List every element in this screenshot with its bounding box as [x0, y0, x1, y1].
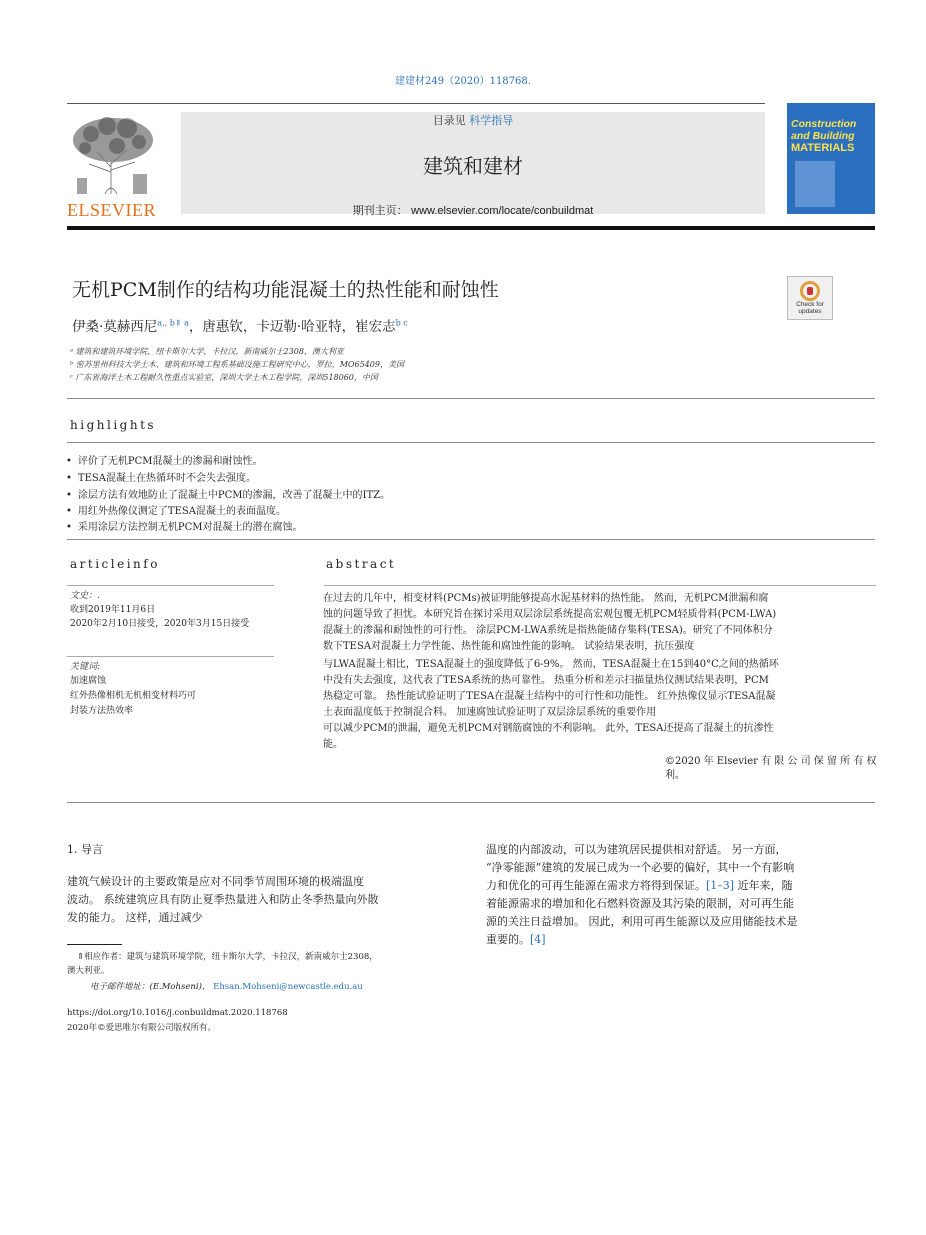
check-updates-icon — [800, 281, 820, 301]
elsevier-logo — [67, 112, 159, 220]
author-affil-marker[interactable]: a,, b⇑ a — [157, 318, 189, 328]
affiliation: ᵇ 密苏里州科技大学土木、建筑和环境工程系基础设施工程研究中心，罗拉，MO65409，美国 — [70, 360, 404, 369]
history-received: 收到2019年11月6日 — [70, 605, 156, 615]
article-info-heading: articleinfo — [70, 557, 160, 571]
keyword: 加速腐蚀 — [70, 676, 107, 686]
divider — [324, 585, 876, 586]
body-line: 着能源需求的增加和化石燃料资源及其污染的限制，对可再生能 — [486, 897, 794, 910]
highlights-heading: highlights — [70, 418, 157, 432]
body-line — [486, 877, 793, 893]
corresponding-author-note: ⇑相应作者：建筑与建筑环境学院，纽卡斯尔大学，卡拉汉，新南威尔士2308， — [77, 952, 378, 962]
homepage-url[interactable]: www.elsevier.com/locate/conbuildmat — [411, 205, 594, 217]
publisher-wordmark: ELSEVIER — [67, 200, 156, 220]
doi-link[interactable]: https://doi.org/10.1016/j.conbuildmat.2020.118768 — [67, 1008, 288, 1018]
affiliation: ᶜ 广东省海洋土木工程耐久性重点实验室，深圳大学土木工程学院，深圳518060，中国 — [70, 373, 378, 382]
body-line: 发的能力。 这样，通过减少 — [67, 911, 203, 924]
keywords-label: 关键词: — [70, 662, 101, 672]
highlight-item: • 采用涂层方法控制无机PCM对混凝土的潜在腐蚀。 — [66, 518, 303, 533]
cover-title-line: Construction — [791, 118, 857, 130]
abstract-line: 可以减少PCM的泄漏，避免无机PCM对钢筋腐蚀的不利影响。 此外，TESA还提高了混凝土的抗渗性 — [323, 723, 774, 734]
toc-line — [181, 112, 765, 128]
cover-title — [791, 118, 873, 154]
journal-name: 建筑和建材 — [423, 154, 523, 178]
corresponding-author-note: 澳大利亚。 — [67, 966, 110, 976]
keyword: 红外热像相机无机相变材料巧可 — [70, 691, 197, 701]
footnote-divider — [67, 944, 122, 945]
cover-image — [795, 161, 835, 207]
body-line: 源的关注日益增加。 因此，利用可再生能源以及应用储能技术是 — [486, 915, 798, 928]
author-list — [72, 315, 408, 335]
reference-link[interactable]: [1–3] — [706, 879, 735, 892]
cover-title-line: and Building — [791, 130, 855, 142]
divider — [67, 226, 875, 230]
highlight-item: • 涂层方法有效地防止了混凝土中PCM的渗漏，改善了混凝土中的ITZ。 — [66, 486, 390, 501]
abstract-line: 中没有失去强度，这代表了TESA系统的热可靠性。 热重分析和差示扫描量热仪测试结果表明，PCM — [323, 675, 769, 686]
email-label: 电子邮件地址：(E.Mohseni)， — [90, 982, 211, 992]
check-for-updates-button[interactable] — [787, 276, 833, 320]
abstract-line: 在过去的几年中，相变材料(PCMs)被证明能够提高水泥基材料的热性能。 然而，无机PCM泄漏和腐 — [323, 593, 769, 604]
copyright-line: ©2020 年 Elsevier 有 限 公 司 保 留 所 有 权 — [665, 756, 877, 767]
author-affil-marker[interactable]: b c — [395, 318, 408, 328]
highlight-item: • TESA混凝土在热循环时不会失去强度。 — [66, 469, 256, 484]
divider — [67, 103, 765, 104]
divider — [67, 398, 875, 399]
article-title: 无机PCM制作的结构功能混凝土的热性能和耐蚀性 — [72, 279, 499, 301]
email-link[interactable]: Ehsan.Mohseni@newcastle.edu.au — [213, 982, 363, 992]
abstract-heading: abstract — [326, 557, 397, 571]
homepage-label: 期刊主页： — [352, 204, 408, 217]
body-text: 力和优化的可再生能源在需求方将得到保证。 — [486, 879, 706, 892]
abstract-line: 与LWA混凝土相比，TESA混凝土的强度降低了6-9%。 然而，TESA混凝土在15到40°C之间的热循环 — [323, 659, 779, 670]
section-title: 1. 导言 — [67, 843, 103, 856]
reference-link[interactable]: [4] — [530, 933, 546, 946]
sciencedirect-link[interactable]: 科学指导 — [469, 114, 514, 127]
email-line — [90, 980, 363, 992]
divider — [67, 656, 274, 657]
abstract-line: 土表面温度低于控制混合料。 加速腐蚀试验证明了双层涂层系统的重要作用 — [323, 707, 657, 718]
divider — [67, 539, 875, 540]
body-line: “净零能源”建筑的发展已成为一个必要的偏好，其中一个有影响 — [486, 861, 795, 874]
toc-prefix: 目录见 — [432, 114, 466, 127]
abstract-line: 热稳定可靠。 热性能试验证明了TESA在混凝土结构中的可行性和功能性。 红外热像仪显示TESA混凝 — [323, 691, 776, 702]
divider — [67, 585, 274, 586]
abstract-line: 蚀的问题导致了担忧。本研究旨在探讨采用双层涂层系统提高宏观包覆无机PCM轻质骨料(PCM-LWA) — [323, 609, 777, 620]
body-line: 温度的内部波动，可以为建筑居民提供相对舒适。 另一方面， — [486, 843, 787, 856]
abstract-line: 混凝土的渗漏和耐蚀性的可行性。 涂层PCM-LWA系统是指热能储存集料(TESA)。研究了不同体积分 — [323, 625, 773, 636]
highlight-item: • 评价了无机PCM混凝土的渗漏和耐蚀性。 — [66, 452, 263, 467]
history-label: 文史：. — [70, 591, 100, 601]
author-name[interactable]: 伊桑·莫赫西尼 — [72, 319, 158, 335]
body-text: 近年来，随 — [734, 879, 793, 892]
journal-homepage — [181, 202, 765, 218]
author-name[interactable]: ，唐惠钦，卡迈勒·哈亚特，崔宏志 — [188, 319, 396, 335]
keyword: 封装方法热效率 — [70, 706, 134, 716]
journal-banner — [181, 112, 765, 217]
cover-title-line: MATERIALS — [791, 142, 855, 154]
divider — [67, 802, 875, 803]
journal-cover[interactable] — [787, 103, 875, 214]
highlight-item: • 用红外热像仪测定了TESA混凝土的表面温度。 — [66, 502, 286, 517]
body-line: 波动。 系统建筑应具有防止夏季热量进入和防止冬季热量向外散 — [67, 893, 379, 906]
rights-notice: 2020年©爱思唯尔有限公司版权所有。 — [67, 1023, 217, 1033]
history-accepted: 2020年2月10日接受，2020年3月15日接受 — [70, 619, 250, 629]
copyright-line: 利。 — [665, 770, 685, 781]
affiliation: ᵃ 建筑和建筑环境学院，纽卡斯尔大学，卡拉汉，新南威尔士2308，澳大利亚 — [70, 347, 344, 356]
body-line: 建筑气候设计的主要政策是应对不同季节周围环境的极端温度 — [67, 875, 364, 888]
body-text: 重要的。 — [486, 933, 530, 946]
check-updates-label: Check for updates — [796, 301, 824, 315]
divider — [67, 442, 875, 443]
journal-citation[interactable]: 建建材249（2020）118768. — [395, 76, 531, 87]
body-line — [486, 931, 546, 947]
abstract-line: 能。 — [323, 739, 343, 750]
elsevier-tree-icon — [67, 112, 159, 196]
abstract-line: 数下TESA对混凝土力学性能、热性能和腐蚀性能的影响。 试验结果表明，抗压强度 — [323, 641, 695, 652]
